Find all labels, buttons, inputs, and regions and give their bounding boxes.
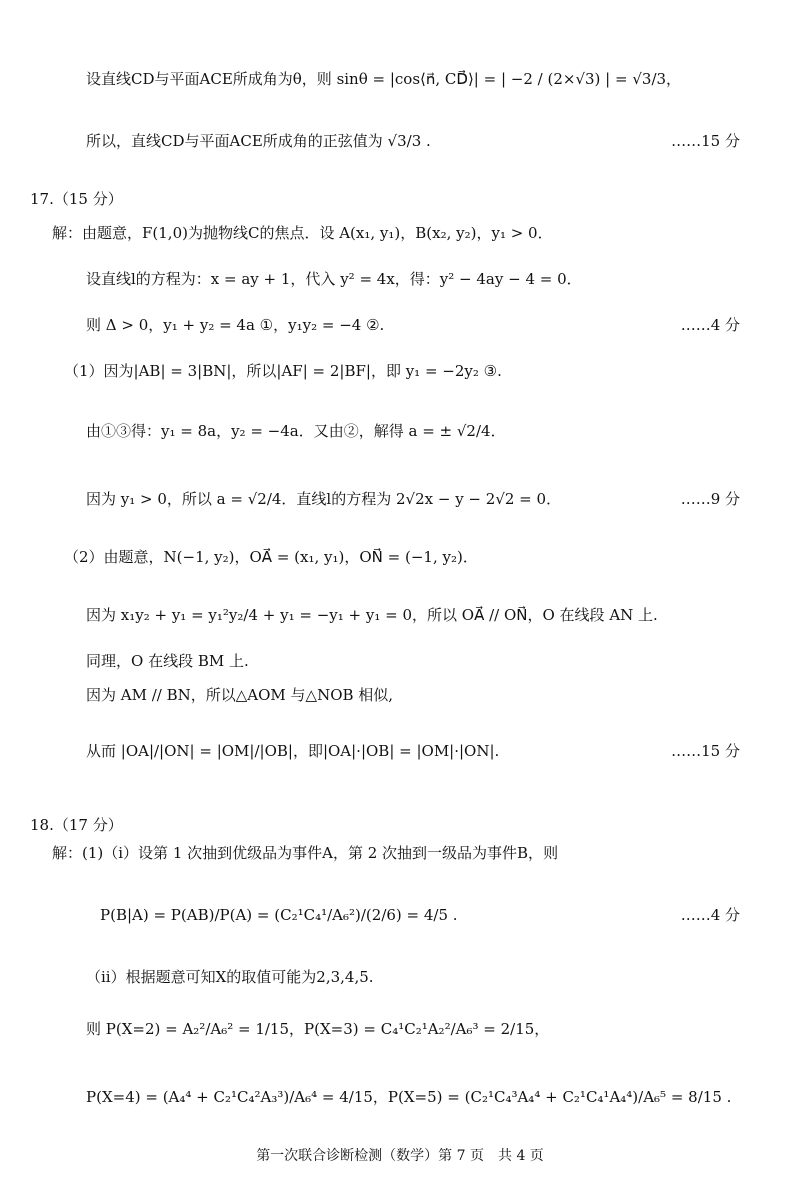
page-footer: 第一次联合诊断检测（数学）第 7 页 共 4 页 (256, 1148, 544, 1164)
score-15-b: ……15 分 (671, 742, 740, 760)
line-conclusion-sine: 所以，直线CD与平面ACE所成角的正弦值为 √3/3 . (86, 132, 431, 150)
line-17-similarly: 同理，O 在线段 BM 上. (86, 652, 249, 670)
line-17-line-equation: 设直线l的方程为：x = ay + 1，代入 y² = 4x，得：y² − 4ay − 4 = 0． (86, 270, 582, 288)
line-18-events: 解：(1)（i）设第 1 次抽到优级品为事件A，第 2 次抽到一级品为事件B，则 (52, 844, 559, 862)
line-17-ratio: 从而 |OA|/|ON| = |OM|/|OB|，即|OA|·|OB| = |OM|·|ON|. (86, 742, 500, 760)
line-17-part1: （1）因为|AB| = 3|BN|，所以|AF| = 2|BF|，即 y₁ = −2y₂ ③. (64, 362, 502, 380)
question-18-header: 18.（17 分） (30, 816, 123, 834)
line-17-part2: （2）由题意，N(−1, y₂)，OA⃗ = (x₁, y₁)，ON⃗ = (−1, y₂)． (64, 548, 478, 566)
score-4-a: ……4 分 (680, 316, 740, 334)
line-17-intro: 解：由题意，F(1,0)为抛物线C的焦点．设 A(x₁, y₁)，B(x₂, y₂)，y₁ > 0． (52, 224, 553, 242)
line-17-similar-triangles: 因为 AM // BN，所以△AOM 与△NOB 相似, (86, 686, 394, 704)
score-9: ……9 分 (680, 490, 740, 508)
line-17-vieta: 则 Δ > 0，y₁ + y₂ = 4a ①，y₁y₂ = −4 ②. (86, 316, 385, 334)
line-18-conditional-probability: P(B|A) = P(AB)/P(A) = (C₂¹C₄¹/A₆²)/(2/6) = 4/5 . (100, 906, 458, 924)
score-15-a: ……15 分 (671, 132, 740, 150)
score-4-b: ……4 分 (680, 906, 740, 924)
line-17-solve-a: 由①③得：y₁ = 8a，y₂ = −4a．又由②，解得 a = ± √2/4． (86, 422, 506, 440)
question-17-header: 17.（15 分） (30, 190, 123, 208)
line-18-values-x: （ii）根据题意可知X的取值可能为2,3,4,5. (86, 968, 374, 986)
line-cd-sine: 设直线CD与平面ACE所成角为θ，则 sinθ = |cos⟨n⃗, CD⃗⟩| = | −2 / (2×√3) | = √3/3， (86, 70, 682, 88)
line-17-collinear: 因为 x₁y₂ + y₁ = y₁²y₂/4 + y₁ = −y₁ + y₁ = 0，所以 OA⃗ // ON⃗，O 在线段 AN 上. (86, 606, 658, 624)
line-17-line-result: 因为 y₁ > 0，所以 a = √2/4．直线l的方程为 2√2x − y − 2√2 = 0． (86, 490, 562, 508)
line-18-p2-p3: 则 P(X=2) = A₂²/A₆² = 1/15，P(X=3) = C₄¹C₂¹A₂²/A₆³ = 2/15， (86, 1020, 550, 1038)
line-18-p4-p5: P(X=4) = (A₄⁴ + C₂¹C₄²A₃³)/A₆⁴ = 4/15，P(X=5) = (C₂¹C₄³A₄⁴ + C₂¹C₄¹A₄⁴)/A₆⁵ = 8/15 . (86, 1088, 732, 1106)
